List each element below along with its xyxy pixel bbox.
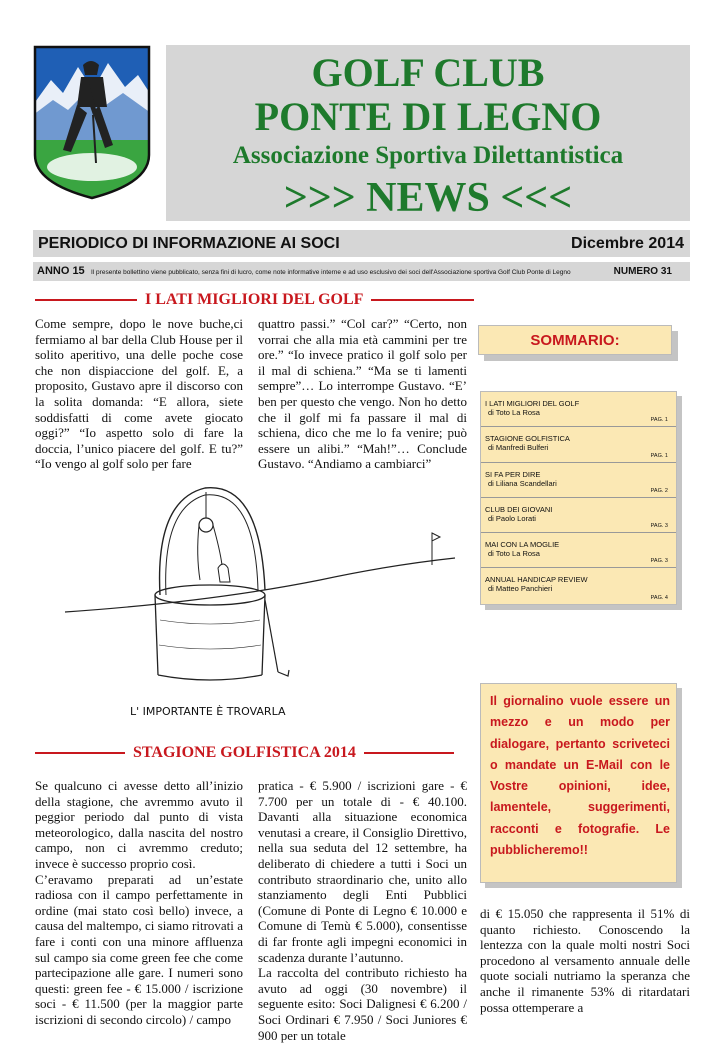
- toc-item-author: di Matteo Panchieri: [488, 584, 553, 594]
- article1-column2: quattro passi.” “Col car?” “Certo, non vorrai che alla mia età cammini per tre ore.” “Io invece pratico il golf solo per il mal di schiena.” “Ma se ti lamenti sempre”… Lo interrompe Gustavo. “E’ ben per questo che vengo. Non ho detto che il golf mi fa passare il mal di schiena, dico che me lo fa venire; può essere un alibi.” “Mah!”… Conclude Gustavo. “Andiamo a cambiarci”: [258, 316, 467, 472]
- toc-item-page: PAG. 1: [650, 452, 668, 459]
- heading-rule-left: [35, 752, 125, 754]
- toc-item-title: ANNUAL HANDICAP REVIEW: [485, 575, 588, 585]
- toc-item[interactable]: [481, 498, 676, 533]
- toc-item-author: di Toto La Rosa: [488, 549, 540, 559]
- article1-column1: Come sempre, dopo le nove buche,ci fermiamo al bar della Club House per il solito aperitivo, una delle poche cose che non dispiaccione del golf. E, a proposito, Gustavo apre il discorso con la solita domanda: “E allora, siete soddisfatti di come avete giocato oggi?” “Io aspetto solo di fare la doccia, l’unico piacere del golf. E tu?” “Io vengo al golf solo per fare: [35, 316, 243, 472]
- toc-item-title: STAGIONE GOLFISTICA: [485, 434, 570, 444]
- contact-notice: Il giornalino vuole essere un mezzo e un modo per dialogare, pertanto scriveteci o mandate un E-Mail con le Vostre opinioni, idee, lamentele, suggerimenti, racconti e fotografie. Le pubblicheremo!!: [480, 683, 677, 883]
- masthead-news: >>> NEWS <<<: [283, 175, 573, 221]
- article2-column3: di € 15.050 che rappresenta il 51% di quanto richiesto. Conoscendo la lentezza con la quale molti nostri Soci procedono al versamento annuale delle quote sociali nutriamo la speranza che anche il rimanente 53% di ritardatari possa ottemperare a: [480, 906, 690, 1015]
- article1-heading: [35, 291, 474, 309]
- toc-item[interactable]: [481, 392, 676, 427]
- anno-bar: [33, 262, 690, 281]
- heading-rule-left: [35, 299, 137, 301]
- article2-column1: Se qualcuno ci avesse detto all’inizio della stagione, che avremmo avuto il peggior periodo dal punto di vista meteorologico, dalla nascita del nostro campo, non ci avremmo creduto; invece è successo proprio così. C’eravamo preparati ad un’estate radiosa con il campo perfettamente in ordine (mai stato così bello) invece, a causa del maltempo, ci siamo ritrovati a fare i conti con una minore affluenza sul campo sia come green fee che come partecipazione alle gare. I numeri sono questi: green fee - € 15.000 / iscrizione soci - € 11.500 (per la maggior parte iscrizioni di secondo circolo) / campo: [35, 778, 243, 1027]
- periodico-label: PERIODICO DI INFORMAZIONE AI SOCI: [38, 235, 340, 252]
- toc-item-author: di Liliana Scandellari: [488, 478, 557, 488]
- toc-item[interactable]: [481, 427, 676, 462]
- toc-item-page: PAG. 1: [650, 417, 668, 424]
- heading-rule-right: [371, 299, 474, 301]
- table-of-contents: [480, 391, 677, 605]
- anno-label: ANNO 15: [37, 265, 85, 277]
- article2-title: STAGIONE GOLFISTICA 2014: [133, 744, 356, 761]
- toc-item-title: CLUB DEI GIOVANI: [485, 504, 553, 514]
- periodico-bar: [33, 230, 690, 257]
- toc-item-author: di Manfredi Bulferi: [488, 443, 549, 453]
- toc-item-title: SI FA PER DIRE: [485, 469, 541, 479]
- toc-item-title: I LATI MIGLIORI DEL GOLF: [485, 399, 580, 408]
- sommario-heading: SOMMARIO:: [478, 325, 672, 355]
- toc-item-author: di Paolo Lorati: [488, 513, 536, 523]
- toc-item-page: PAG. 4: [650, 594, 668, 601]
- toc-item[interactable]: [481, 463, 676, 498]
- masthead: [166, 45, 690, 221]
- issue-number: NUMERO 31: [613, 266, 672, 277]
- toc-item-page: PAG. 3: [650, 523, 668, 530]
- toc-item-page: PAG. 3: [650, 558, 668, 565]
- toc-item-page: PAG. 2: [650, 487, 668, 494]
- issue-date: Dicembre 2014: [571, 235, 684, 252]
- cartoon-caption: L' IMPORTANTE È TROVARLA: [130, 705, 286, 718]
- toc-item-author: di Toto La Rosa: [488, 408, 540, 417]
- toc-item-title: MAI CON LA MOGLIE: [485, 540, 560, 550]
- toc-item[interactable]: [481, 568, 676, 603]
- masthead-title-line2: PONTE DI LEGNO: [254, 94, 602, 139]
- club-logo: [33, 45, 151, 200]
- disclaimer-text: Il presente bollettino viene pubblicato, senza fini di lucro, come note informative interne e ad uso esclusivo dei soci dell'Associazione sportiva Golf Club Ponte di Legno: [91, 269, 571, 276]
- masthead-title-line1: GOLF CLUB: [311, 50, 545, 95]
- heading-rule-right: [364, 752, 454, 754]
- article2-column2: pratica - € 5.900 / iscrizioni gare - € 7.700 per un totale di - € 40.100. Davanti alla situazione economica venutasi a creare, il Consiglio Direttivo, nella sua seduta del 12 settembre, ha deliberato di chiedere a tutti i Soci un contributo straordinario che, unito allo stanziamento degli Enti Pubblici (Comune di Ponte di Legno € 10.000 e Comune di Temù € 5.000), consentisse di far fronte agli impegni economici in scadenza durante l’autunno. La raccolta del contributo richiesto ha avuto ad oggi (30 novembre) il seguente esito: Soci Dalignesi € 6.200 / Soci Ordinari € 7.950 / Soci Juniores € 900 per un totale: [258, 778, 467, 1043]
- masthead-subtitle: Associazione Sportiva Dilettantistica: [232, 142, 624, 169]
- well-cartoon: [60, 470, 460, 725]
- article2-heading: [35, 744, 454, 762]
- toc-item[interactable]: [481, 533, 676, 568]
- article1-title: I LATI MIGLIORI DEL GOLF: [145, 291, 364, 308]
